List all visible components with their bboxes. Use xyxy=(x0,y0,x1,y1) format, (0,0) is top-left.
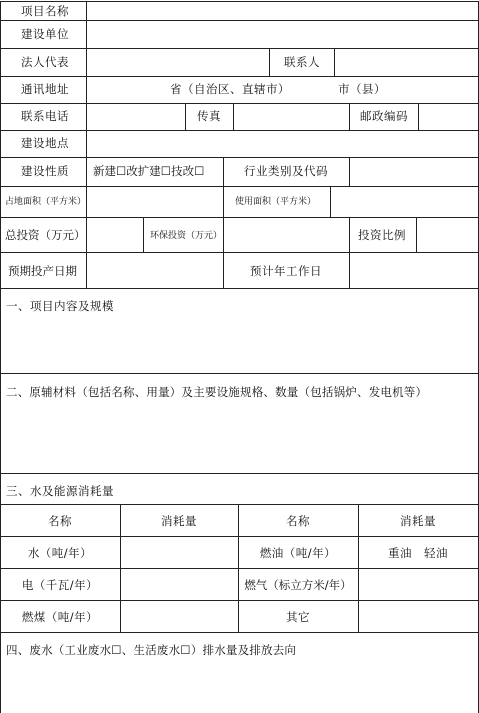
label-postcode: 邮政编码 xyxy=(360,109,408,123)
label-env-investment: 环保投资（万元） xyxy=(150,231,223,241)
label-investment-ratio: 投资比例 xyxy=(358,228,406,242)
rule xyxy=(0,157,479,158)
energy-electricity: 电（千瓦/年） xyxy=(21,578,99,592)
label-legal-rep: 法人代表 xyxy=(21,55,69,69)
label-work-days: 预计年工作日 xyxy=(250,264,322,278)
rule xyxy=(0,217,479,218)
rule xyxy=(0,632,479,633)
energy-oil-types: 重油 轻油 xyxy=(388,546,448,560)
energy-col-name-1: 名称 xyxy=(48,514,72,528)
rule xyxy=(86,1,87,288)
rule xyxy=(349,252,350,288)
rule xyxy=(185,103,186,130)
label-nature: 建设性质 xyxy=(21,164,69,178)
rule xyxy=(349,217,350,252)
label-industry: 行业类别及代码 xyxy=(244,164,328,178)
rule xyxy=(0,48,479,49)
rule xyxy=(0,103,479,104)
rule xyxy=(334,48,335,76)
rule xyxy=(269,48,270,76)
rule xyxy=(223,252,224,288)
label-total-investment: 总投资（万元） xyxy=(5,228,86,242)
address-city-county: 市（县） xyxy=(338,82,386,96)
rule xyxy=(0,130,479,131)
label-phone: 联系电话 xyxy=(21,109,69,123)
rule xyxy=(330,186,331,217)
rule xyxy=(0,568,479,569)
rule xyxy=(0,252,479,253)
rule xyxy=(223,157,224,186)
label-fax: 传真 xyxy=(197,109,221,123)
rule xyxy=(358,504,359,632)
energy-col-consumption-1: 消耗量 xyxy=(161,514,197,528)
nature-options: 新建☐改扩建☐技改☐ xyxy=(93,164,205,178)
rule xyxy=(120,504,121,632)
rule xyxy=(349,103,350,130)
rule xyxy=(0,20,479,21)
rule xyxy=(238,504,239,632)
section-3-title: 三、水及能源消耗量 xyxy=(6,484,114,498)
rule xyxy=(416,217,417,252)
energy-coal: 燃煤（吨/年） xyxy=(21,610,99,624)
label-site: 建设地点 xyxy=(21,136,69,150)
rule xyxy=(349,157,350,186)
rule xyxy=(0,504,479,505)
label-construction-unit: 建设单位 xyxy=(21,27,69,41)
energy-fuel-oil: 燃油（吨/年） xyxy=(259,546,337,560)
section-2-title: 二、原辅材料（包括名称、用量）及主要设施规格、数量（包括锅炉、发电机等） xyxy=(6,385,428,399)
rule xyxy=(0,473,479,474)
address-province-template: 省（自治区、直辖市） xyxy=(170,82,290,96)
rule xyxy=(223,217,224,252)
rule xyxy=(0,373,479,374)
rule xyxy=(0,536,479,537)
energy-col-name-2: 名称 xyxy=(286,514,310,528)
label-project-name: 项目名称 xyxy=(21,4,69,18)
rule xyxy=(418,103,419,130)
label-address: 通讯地址 xyxy=(21,82,69,96)
label-use-area: 使用面积（平方米） xyxy=(235,197,317,207)
energy-other: 其它 xyxy=(286,610,310,624)
rule xyxy=(143,217,144,252)
rule xyxy=(0,1,479,2)
rule xyxy=(0,1,1,713)
label-land-area: 占地面积（平方米） xyxy=(5,197,87,207)
energy-col-consumption-2: 消耗量 xyxy=(400,514,436,528)
rule xyxy=(0,186,479,187)
energy-gas: 燃气（标立方米/年） xyxy=(244,578,352,592)
label-start-date: 预期投产日期 xyxy=(8,264,77,278)
rule xyxy=(0,600,479,601)
rule xyxy=(0,76,479,77)
label-contact-person: 联系人 xyxy=(284,55,320,69)
energy-water: 水（吨/年） xyxy=(27,546,93,560)
section-1-title: 一、项目内容及规模 xyxy=(6,299,114,313)
section-4-title: 四、废水（工业废水☐、生活废水☐）排水量及排放去向 xyxy=(6,643,297,657)
rule xyxy=(233,103,234,130)
rule xyxy=(0,288,479,289)
rule xyxy=(223,186,224,217)
